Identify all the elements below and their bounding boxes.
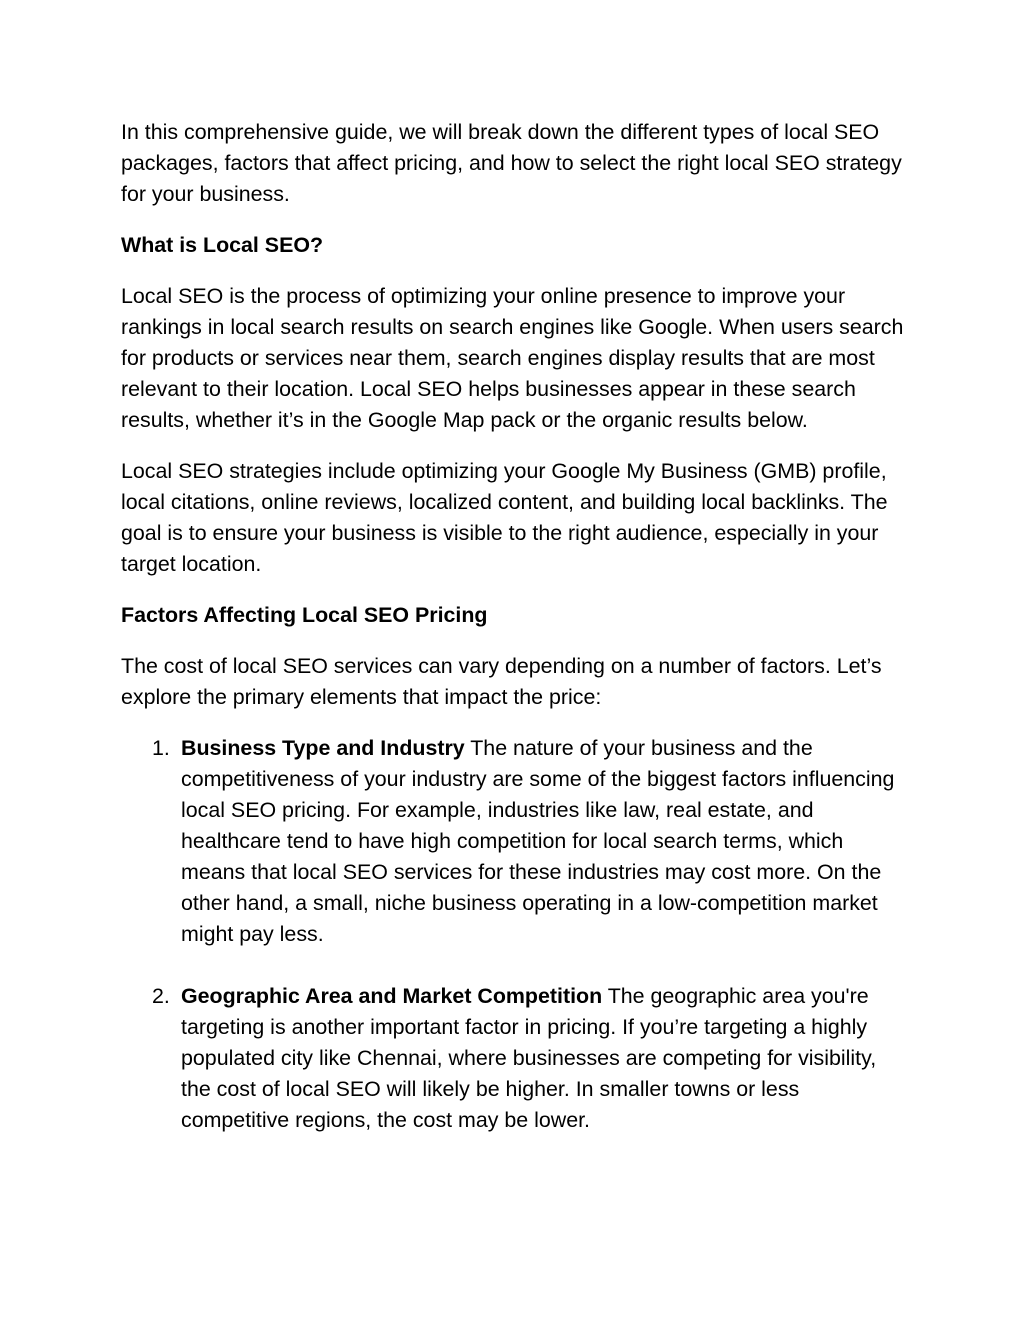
list-item-title: Geographic Area and Market Competition (181, 984, 603, 1008)
local-seo-strategies-paragraph: Local SEO strategies include optimizing your Google My Business (GMB) profile, local citations, online reviews, localized content, and building local backlinks. The goal is to ensure your business is visible to the right audience, especially in your target location. (121, 459, 888, 576)
list-item-number: 2. (152, 984, 170, 1008)
list-item-text: The geographic area you're targeting is another important factor in pricing. If you’re targeting a highly populated city like Chennai, where businesses are competing for visibility, the cost of local SEO will likely be higher. In smaller towns or less competitive regions, the cost may be lower. (181, 984, 877, 1132)
intro-paragraph: In this comprehensive guide, we will break down the different types of local SEO packages, factors that affect pricing, and how to select the right local SEO strategy for your business. (121, 120, 902, 206)
document-page (121, 117, 911, 1136)
pricing-factors-list (121, 733, 911, 1136)
list-item-text: The nature of your business and the competitiveness of your industry are some of the biggest factors influencing local SEO pricing. For example, industries like law, real estate, and healthcare tend to have high competition for local search terms, which means that local SEO services for these industries may cost more. On the other hand, a small, niche business operating in a low-competition market might pay less. (181, 736, 895, 946)
list-item (121, 733, 911, 950)
section-heading-pricing-factors: Factors Affecting Local SEO Pricing (121, 603, 488, 627)
list-item-number: 1. (152, 736, 170, 760)
local-seo-definition-paragraph: Local SEO is the process of optimizing your online presence to improve your rankings in local search results on search engines like Google. When users search for products or services near them, search engines display results that are most relevant to their location. Local SEO helps businesses appear in these search results, whether it’s in the Google Map pack or the organic results below. (121, 284, 904, 432)
list-item (121, 981, 911, 1136)
list-item-title: Business Type and Industry (181, 736, 465, 760)
section-heading-what-is-local-seo: What is Local SEO? (121, 233, 324, 257)
pricing-factors-intro-paragraph: The cost of local SEO services can vary depending on a number of factors. Let’s explore the primary elements that impact the price: (121, 654, 882, 709)
